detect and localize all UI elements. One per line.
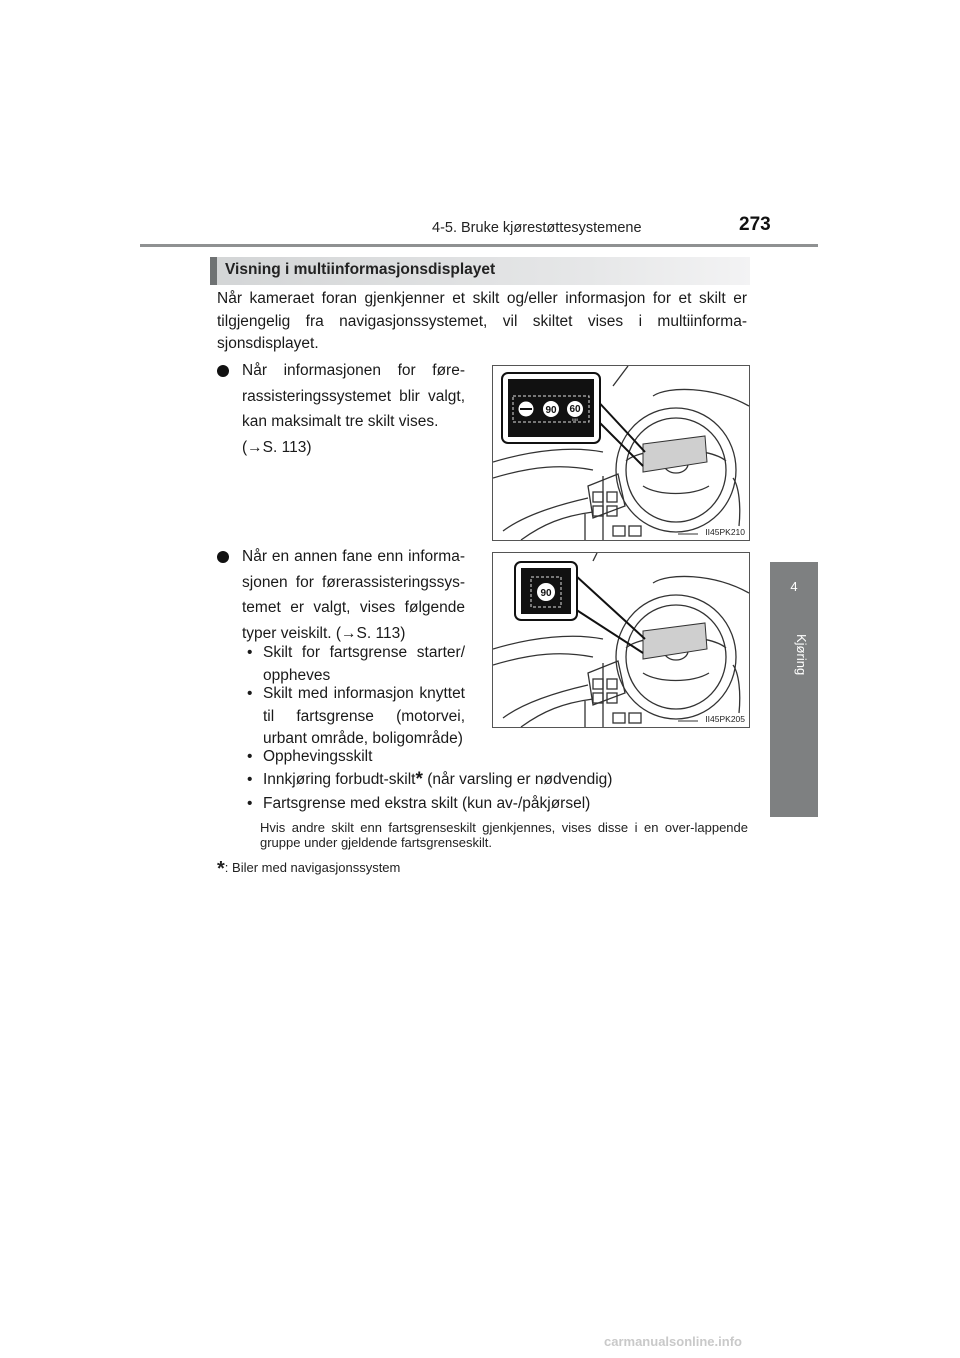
header-rule (140, 244, 818, 247)
bullet-line: typer veiskilt. (→S. 113) (242, 624, 406, 642)
bullet-line: Når en annen fane enn informa- (242, 548, 465, 565)
footnote (217, 858, 400, 881)
bullet-line: sjonen for førerassisteringssys- (242, 573, 465, 591)
bullet-line: kan maksimalt tre skilt vises. (242, 413, 439, 430)
speed-sign-label: 90 (545, 405, 557, 416)
sub-item-line: urbant område, boligområde) (263, 730, 463, 747)
banner-accent-bar (210, 257, 217, 285)
figure-code: II45PK210 (705, 527, 745, 537)
section-title: Visning i multiinformasjonsdisplayet (225, 261, 496, 278)
note-paragraph: Hvis andre skilt enn fartsgrenseskilt gjenkjennes, vises disse i en over-lappende gruppe under gjeldende fartsgrenseskilt. (260, 820, 748, 850)
figure-steering-display-three-signs (492, 365, 750, 541)
speed-sign-label: 60 (569, 404, 581, 415)
bullet-dot-icon (217, 365, 229, 377)
sub-item-line: Fartsgrense med ekstra skilt (kun av-/påkjørsel) (263, 795, 591, 812)
running-header-section: 4-5. Bruke kjørestøttesystemene (432, 220, 642, 236)
sub-list-item: • Skilt for fartsgrense starter/ oppheves (247, 642, 465, 687)
footnote-marker: * (217, 858, 225, 880)
chapter-number: 4 (790, 579, 798, 594)
chapter-label: Kjøring (794, 634, 809, 676)
figure-steering-display-one-sign (492, 552, 750, 728)
bullet-item (217, 358, 465, 460)
sign-caption: IIIII (572, 417, 578, 422)
sub-item-text: (når varsling er nødvendig) (422, 771, 613, 788)
bullet-item (217, 544, 465, 646)
section-banner (210, 257, 750, 285)
dashboard-illustration (493, 366, 749, 540)
intro-paragraph: Når kameraet foran gjenkjenner et skilt og/eller informasjon for et skilt er tilgjengelig fra navigasjonssystemet, vil skiltet vises i multiinforma-sjonsdisplayet. (217, 290, 747, 352)
sub-item-text: Innkjøring forbudt-skilt (263, 771, 416, 788)
bullet-dot-icon (217, 551, 229, 563)
figure-code: II45PK205 (705, 714, 745, 724)
sub-item-line: oppheves (263, 666, 331, 684)
bullet-line: Når informasjonen for føre- (242, 362, 465, 379)
bullet-line: rassisteringssystemet blir valgt, (242, 387, 465, 405)
bullet-line: (→S. 113) (242, 438, 312, 456)
sub-list-item: • Fartsgrense med ekstra skilt (kun av-/påkjørsel) (247, 793, 687, 816)
sub-list-item: • Opphevingsskilt (247, 746, 547, 769)
chapter-thumb-tab (770, 562, 818, 817)
sub-list-item: • Innkjøring forbudt-skilt* (når varsling er nødvendig) (247, 769, 613, 790)
sub-item-line: Opphevingsskilt (263, 748, 373, 765)
sub-item-line: Skilt med informasjon knyttet (263, 685, 465, 702)
footnote-text: : Biler med navigasjonssystem (224, 860, 401, 875)
dashboard-illustration (493, 553, 749, 727)
sub-list-item: • Skilt med informasjon knyttet til fartsgrense (motorvei, urbant område, boligområde) (247, 683, 465, 751)
page-number: 273 (739, 214, 771, 235)
sub-item-line: til fartsgrense (motorvei, (263, 707, 465, 725)
watermark: carmanualsonline.info (604, 1334, 742, 1349)
speed-sign-label: 90 (540, 588, 552, 599)
bullet-line: temet er valgt, vises følgende (242, 599, 465, 616)
sub-item-line: Skilt for fartsgrense starter/ (263, 644, 465, 661)
footnote-marker: * (415, 769, 423, 790)
sub-item-line (263, 769, 612, 792)
